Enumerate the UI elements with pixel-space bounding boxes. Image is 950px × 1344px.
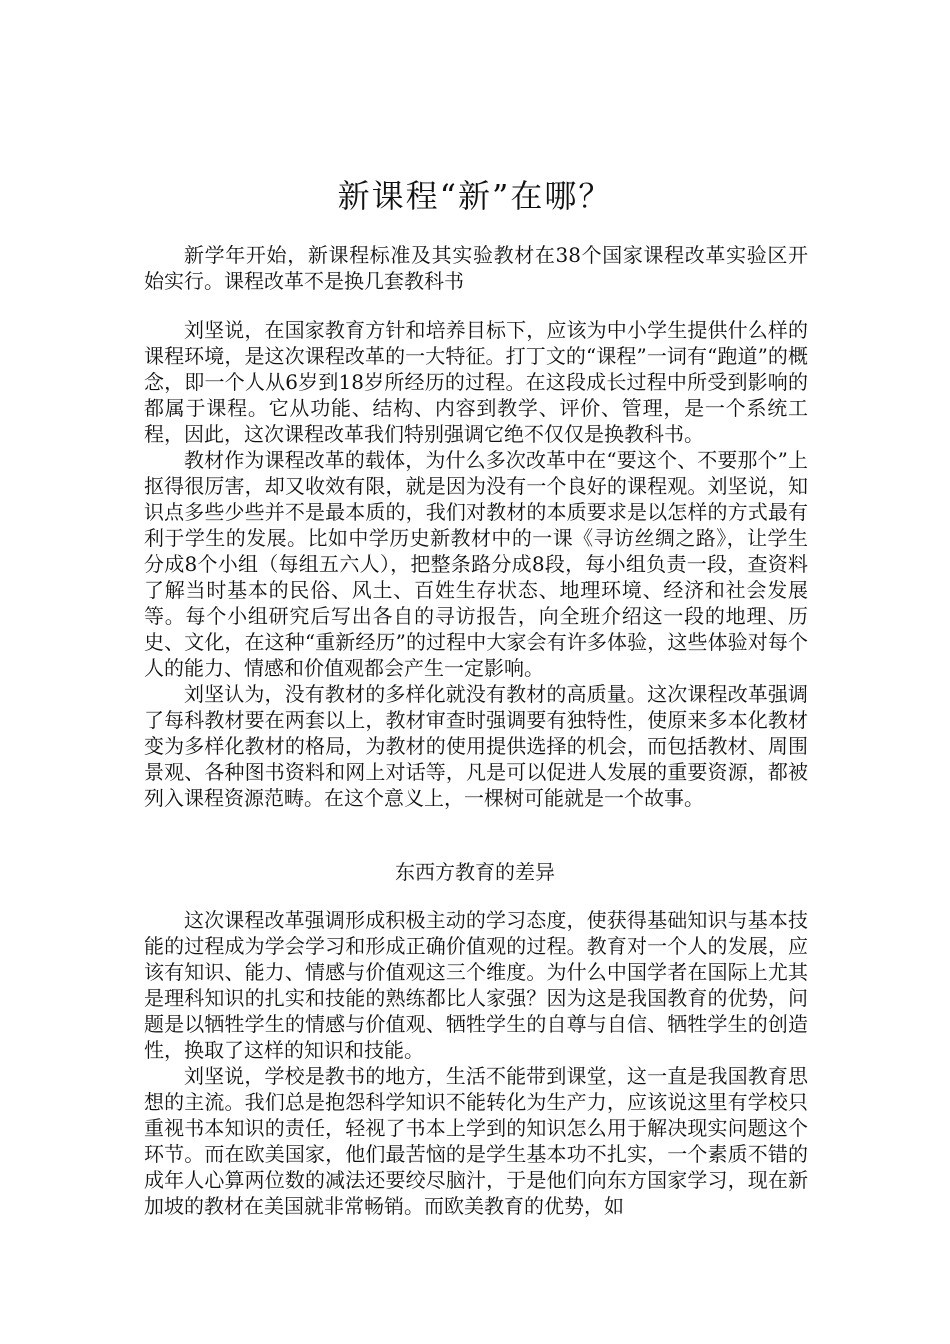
section-2	[144, 907, 808, 1219]
paragraph: 这次课程改革强调形成积极主动的学习态度，使获得基础知识与基本技能的过程成为学会学习和形成正确价值观的过程。教育对一个人的发展，应该有知识、能力、情感与价值观这三个维度。为什么中国学者在国际上尤其是理科知识的扎实和技能的熟练都比人家强？因为这是我国教育的优势，问题是以牺牲学生的情感与价值观、牺牲学生的自尊与自信、牺牲学生的创造性，换取了这样的知识和技能。	[144, 908, 808, 1062]
intro-paragraph: 新学年开始，新课程标准及其实验教材在38个国家课程改革实验区开始实行。课程改革不是换几套教科书	[144, 243, 808, 293]
paragraph: 刘坚说，在国家教育方针和培养目标下，应该为中小学生提供什么样的课程环境，是这次课程改革的一大特征。打丁文的“课程”一词有“跑道”的概念，即一个人从6岁到18岁所经历的过程。在这段成长过程中所受到影响的都属于课程。它从功能、结构、内容到教学、评价、管理，是一个系统工程，因此，这次课程改革我们特别强调它绝不仅仅是换教科书。	[144, 318, 808, 446]
document-title: 新课程“新”在哪？	[337, 177, 613, 215]
section-2-heading: 东西方教育的差异	[395, 860, 555, 884]
paragraph: 教材作为课程改革的载体，为什么多次改革中在“要这个、不要那个”上抠得很厉害，却又收效有限，就是因为没有一个良好的课程观。刘坚说，知识点多些少些并不是最本质的，我们对教材的本质要求是以怎样的方式最有利于学生的发展。比如中学历史新教材中的一课《寻访丝绸之路》，让学生分成8个小组（每组五六人），把整条路分成8段，每小组负责一段，查资料了解当时基本的民俗、风土、百姓生存状态、地理环境、经济和社会发展等。每个小组研究后写出各自的寻访报告，向全班介绍这一段的地理、历史、文化，在这种“重新经历”的过程中大家会有许多体验，这些体验对每个人的能力、情感和价值观都会产生一定影响。	[144, 448, 808, 680]
intro-block	[144, 242, 808, 294]
paragraph: 刘坚认为，没有教材的多样化就没有教材的高质量。这次课程改革强调了每科教材要在两套以上，教材审查时强调要有独特性，使原来多本化教材变为多样化教材的格局，为教材的使用提供选择的机会，而包括教材、周围景观、各种图书资料和网上对话等，凡是可以促进人发展的重要资源，都被列入课程资源范畴。在这个意义上，一棵树可能就是一个故事。	[144, 682, 808, 810]
section-1	[144, 317, 808, 811]
paragraph: 刘坚说，学校是教书的地方，生活不能带到课堂，这一直是我国教育思想的主流。我们总是抱怨科学知识不能转化为生产力，应该说这里有学校只重视书本知识的责任，轻视了书本上学到的知识怎么用于解决现实问题这个环节。而在欧美国家，他们最苦恼的是学生基本功不扎实，一个素质不错的成年人心算两位数的减法还要绞尽脑汁，于是他们向东方国家学习，现在新加坡的教材在美国就非常畅销。而欧美教育的优势，如	[144, 1064, 808, 1218]
